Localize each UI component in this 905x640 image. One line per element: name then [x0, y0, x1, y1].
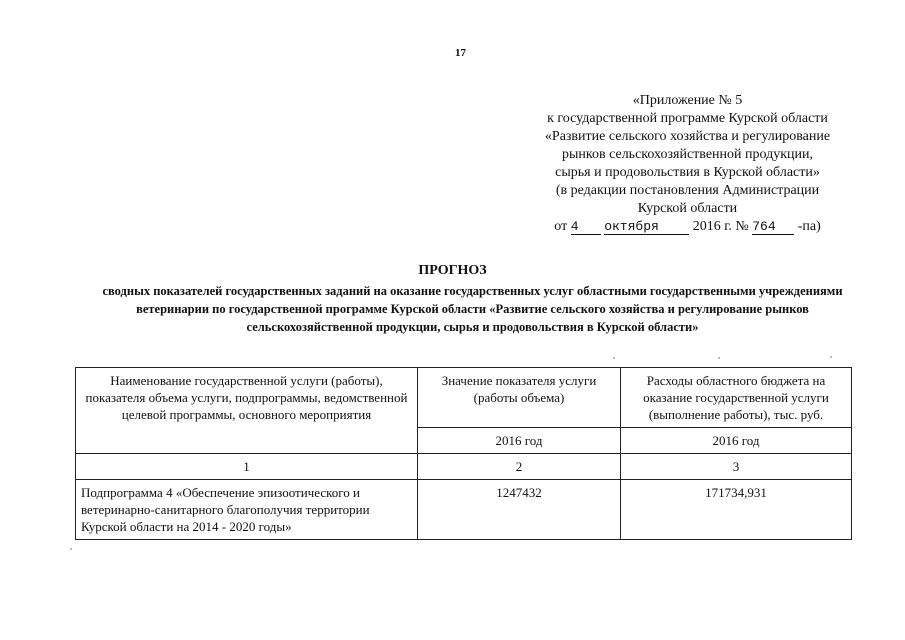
- appendix-line: (в редакции постановления Администрации: [555, 183, 820, 198]
- appendix-line: сырья и продовольствия в Курской области»: [555, 165, 820, 180]
- number-suffix: -па): [797, 219, 821, 234]
- date-month: октября: [604, 220, 689, 235]
- scan-speck: [830, 356, 832, 358]
- scan-speck: [70, 548, 72, 550]
- document-title: ПРОГНОЗ: [418, 263, 487, 278]
- page-number: 17: [455, 47, 466, 59]
- scan-speck: [718, 357, 720, 359]
- row-service-name: Подпрограмма 4 «Обеспечение эпизоотического и ветеринарно-санитарного благополучия территории Курской области на 2014 - 2020 годы»: [76, 480, 418, 540]
- header-year-indicator: 2016 год: [418, 428, 621, 454]
- appendix-line: к государственной программе Курской области: [547, 111, 828, 126]
- scan-speck: [613, 357, 615, 359]
- date-day: 4: [571, 220, 601, 235]
- forecast-table: [75, 367, 852, 540]
- column-number: 2: [418, 454, 621, 480]
- appendix-line: «Развитие сельского хозяйства и регулирование: [544, 129, 831, 144]
- header-indicator-value: Значение показателя услуги (работы объема): [418, 368, 621, 428]
- appendix-line: Курской области: [637, 201, 738, 216]
- appendix-date-line: [515, 218, 860, 236]
- document-subtitle: сводных показателей государственных заданий на оказание государственных услуг областными государственными учреждениями ветеринарии по государственной программе Курской области «Развитие сельского хозяйства и регулирование рынков сельскохозяйственной продукции, сырья и продовольствия в Курской области»: [102, 284, 843, 334]
- column-number: 3: [621, 454, 852, 480]
- appendix-line: рынков сельскохозяйственной продукции,: [562, 147, 813, 162]
- document-number: 764: [752, 220, 794, 235]
- table-column-numbers-row: [76, 454, 852, 480]
- appendix-line: «Приложение № 5: [632, 93, 743, 108]
- appendix-block: [515, 92, 860, 236]
- table-row: [76, 480, 852, 540]
- table-header-row: [76, 368, 852, 428]
- header-year-expenses: 2016 год: [621, 428, 852, 454]
- row-expenses: 171734,931: [621, 480, 852, 540]
- column-number: 1: [76, 454, 418, 480]
- date-prefix: от: [554, 219, 568, 234]
- row-indicator-value: 1247432: [418, 480, 621, 540]
- header-expenses: Расходы областного бюджета на оказание государственной услуги (выполнение работы), тыс. руб.: [621, 368, 852, 428]
- header-service-name: Наименование государственной услуги (работы), показателя объема услуги, подпрограммы, ведомственной целевой программы, основного мероприятия: [76, 368, 418, 454]
- date-year: 2016 г. №: [692, 219, 749, 234]
